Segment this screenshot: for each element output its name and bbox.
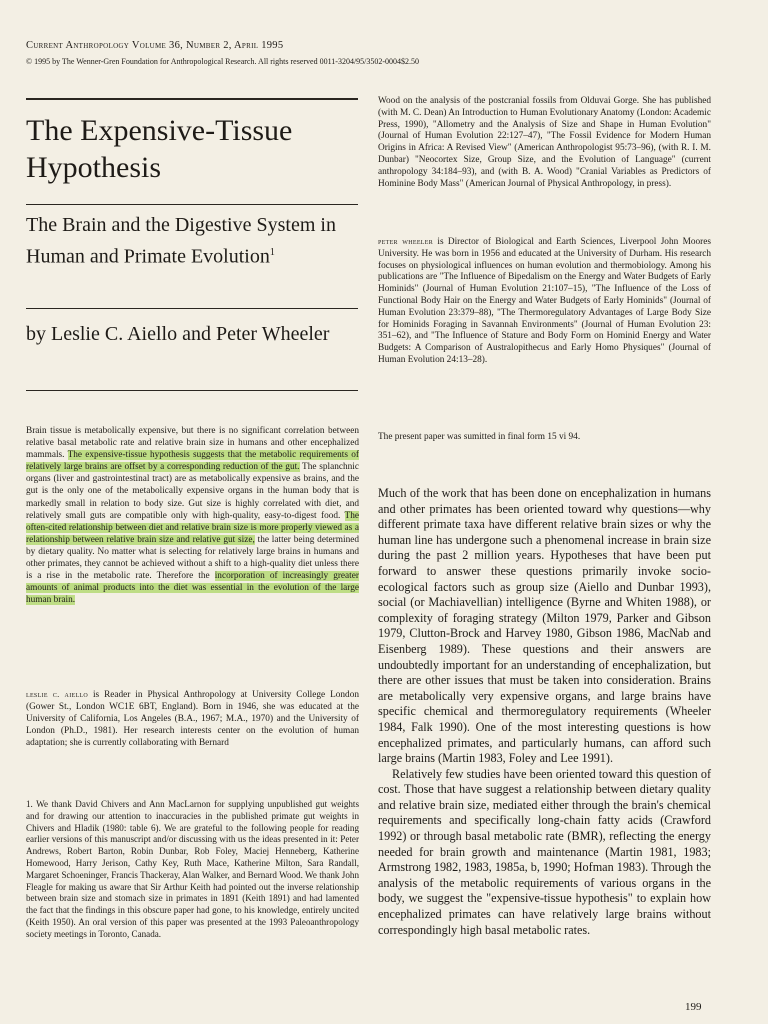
article-authors: by Leslie C. Aiello and Peter Wheeler	[26, 323, 330, 345]
highlighted-passage: The expensive-tissue hypothesis suggests that the metabolic requirements of relatively large brains are offset by a corresponding reduction of the gut.	[26, 450, 359, 473]
author-bio-wheeler	[378, 236, 711, 367]
author-name: leslie c. aiello	[26, 689, 89, 699]
page-number: 199	[685, 1001, 702, 1013]
abstract-rule	[26, 390, 358, 391]
abstract-text: The splanchnic organs (liver and gastrointestinal tract) are as metabolically expensive as brains, and the gut is the only one of the metabolically expensive organs in the human body that is markedly small in relation to body size. Gut size is highly correlated with diet, and relatively small guts are compatible only with high-quality, easy-to-digest food.	[26, 462, 359, 521]
article-subtitle	[26, 212, 366, 271]
title-rule-top	[26, 98, 358, 100]
subtitle-rule	[26, 204, 358, 205]
footnote-marker: 1	[269, 247, 275, 258]
copyright-line: © 1995 by The Wenner-Gren Foundation for Anthropological Research. All rights reserved 0011-3204/95/3502-0004$2.50	[26, 57, 420, 66]
body-paragraph: Much of the work that has been done on encephalization in humans and other primates has been oriented toward why questions—why different primate taxa have different relative brain sizes or why the human line has undergone such a phenomenal increase in brain size during the past 2 million years. Hypotheses that have been put forward to answer these questions primarily invoke socio-ecological factors such as group size (Aiello and Dunbar 1993), social (or Machiavellian) intelligence (Byrne and Whiten 1988), or complexity of foraging strategy (Milton 1979, Parker and Gibson 1979, Clutton-Brock and Harvey 1980, Gibson 1986, MacNab and Eisenberg 1989). These questions and their answers are undoubtedly important for an understanding of encephalization, but there are other issues that must be taken into consideration. Brains are metabolically very expensive organs, and large brains have specific chemical and thermoregulatory requirements (Wheeler 1984, Falk 1990). One of the most interesting questions is how encephalized primates, and particularly humans, can afford such large brains (Martin 1983, Foley and Lee 1991).	[378, 486, 711, 766]
author-name: peter wheeler	[378, 236, 434, 246]
bio-text: is Reader in Physical Anthropology at University College London (Gower St., London WC1E 6BT, England). Born in 1946, she was educated at the University of California, Los Angeles (B.A., 1967; M.A., 1970) and the University of London (Ph.D., 1981). Her research interests center on the evolution of human adaptation; she is currently collaborating with Bernard	[26, 690, 359, 749]
submission-date: The present paper was sumitted in final form 15 vi 94.	[378, 432, 581, 442]
author-bio-aiello-continued: Wood on the analysis of the postcranial fossils from Olduvai Gorge. She has published (with M. C. Dean) An Introduction to Human Evolutionary Anatomy (London: Academic Press, 1990), "Allometry and the Analysis of Size and Shape in Human Evolution" (Journal of Human Evolution 22:127–47), "The Fossil Evidence for Modern Human Origins in Africa: A Revised View" (American Anthropologist 95:73–96), (with R. I. M. Dunbar) "Neocortex Size, Group Size, and the Evolution of Language" (current anthropology 34:184–93), and (with B. A. Wood) "Cranial Variables as Predictors of Hominine Body Mass" (American Journal of Physical Anthropology, in press).	[378, 96, 711, 189]
abstract	[26, 425, 359, 606]
highlighted-passage: The often-cited relationship between diet and relative brain size is more properly viewed as a relationship between relative brain size and relative gut size,	[26, 510, 359, 545]
highlighted-passage: incorporation of increasingly greater amounts of animal products into the diet was essential in the evolution of the large human brain.	[26, 571, 359, 606]
footnote: 1. We thank David Chivers and Ann MacLarnon for supplying unpublished gut weights and for drawing our attention to inaccuracies in the published primate gut weights in Chivers and Hladik (1980: table 6). We are grateful to the following people for reading earlier versions of this manuscript and/or discussing with us the ideas presented in it: Peter Andrews, Robert Barton, Robin Dunbar, Rob Foley, Maciej Henneberg, Katherine Homewood, Harry Jerison, Cathy Key, Ruth Mace, Katherine Milton, Sara Randall, Margaret Schoeninger, Francis Thackeray, Alan Walker, and Bernard Wood. We thank John Fleagle for making us aware that Sir Arthur Keith had pointed out the inverse relationship between brain size and stomach size in primates in 1891 (Keith 1891) and had lamented the fact that the findings in this obscure paper had gone, to his knowledge, entirely uncited (Keith 1950). An oral version of this paper was presented at the 1993 Paleoanthropology society meetings in Toronto, Canada.	[26, 799, 359, 939]
author-bio-aiello	[26, 688, 359, 749]
article-title: The Expensive-Tissue Hypothesis	[26, 114, 293, 184]
abstract-text: the latter being determined by dietary quality. No matter what is selecting for relatively large brains in humans and other primates, they cannot be achieved without a shift to a high-quality diet unless there is a rise in the metabolic rate. Therefore the	[26, 534, 359, 582]
authors-rule	[26, 308, 358, 309]
subtitle-text: The Brain and the Digestive System in Human and Primate Evolution	[26, 214, 336, 268]
body-paragraph: Relatively few studies have been oriented toward this question of cost. Those that have suggest a relationship between dietary quality and relative brain size, mediated either through the brain's chemical requirements and specifically long-chain fatty acids (Crawford 1992) or through basal metabolic rate (BMR), reflecting the energy needed for brain growth and maintenance (Martin 1981, 1983; Armstrong 1982, 1983, 1985a, b, 1990; Hofman 1983). Through the analysis of the metabolic requirements of various organs in the body, we suggest the "expensive-tissue hypothesis" to explain how encephalized primates can have relatively large brains without correspondingly high basal metabolic rates.	[378, 766, 711, 937]
bio-text: is Director of Biological and Earth Sciences, Liverpool John Moores University. He was born in 1956 and educated at the University of Durham. His research focuses on physiological influences on human evolution and thermobiology. Among his publications are "The Influence of Bipedalism on the Energy and Water Budgets of Early Hominids" (Journal of Human Evolution 21:107–15), "The Influence of the Loss of Functional Body Hair on the Energy and Water Budgets of Early Hominids" (Journal of Human Evolution 23:379–88), "The Thermoregulatory Advantages of Large Body Size for Hominids Foraging in Savannah Environments" (Journal of Human Evolution 23: 351–62), and "The Influence of Stature and Body Form on Hominid Energy and Water Budgets: A Comparison of Australopithecus and Early Homo Physiques" (Journal of Human Evolution 24:13–28).	[378, 237, 711, 365]
article-body	[378, 486, 711, 938]
abstract-text: Brain tissue is metabolically expensive, but there is no significant correlation between relative basal metabolic rate and relative brain size in humans and other encephalized mammals.	[26, 426, 359, 461]
journal-citation: Current Anthropology Volume 36, Number 2, April 1995	[26, 40, 284, 51]
